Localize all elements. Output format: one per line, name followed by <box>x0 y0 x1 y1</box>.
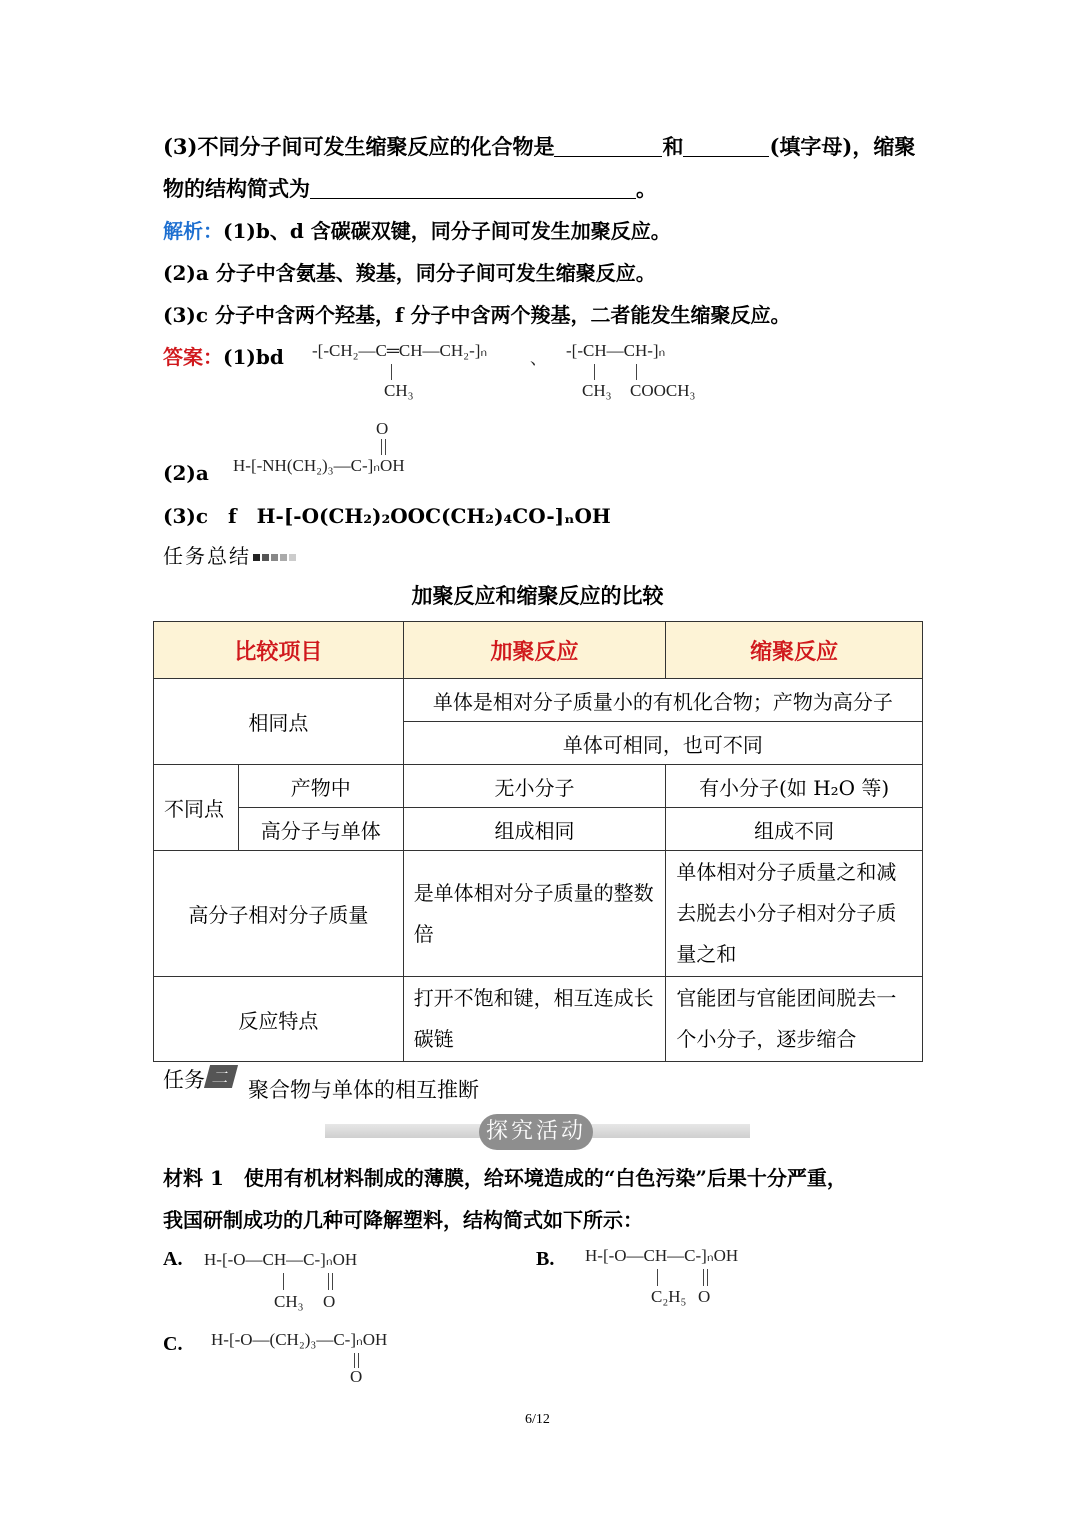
table-cell: 无小分子 <box>403 765 666 808</box>
option-b-sub: C₂H₅ <box>651 1287 687 1306</box>
option-b-label: B. <box>536 1248 555 1270</box>
summary-heading <box>163 540 296 569</box>
table-sub-label: 产物中 <box>238 765 403 808</box>
formula-bond <box>703 1269 704 1286</box>
decor-square <box>289 554 296 561</box>
option-c-sub: O <box>350 1367 363 1386</box>
answer-blank[interactable] <box>554 136 662 157</box>
decor-square <box>262 554 269 561</box>
formula-bond <box>636 364 637 380</box>
formula-bond <box>391 364 392 380</box>
formula-bond <box>381 439 382 455</box>
table-cell: 官能团与官能团间脱去一个小分子，逐步缩合 <box>666 977 923 1062</box>
page-number: 6/12 <box>525 1412 550 1427</box>
answer-line3: (3)c f H-[-O(CH₂)₂OOC(CH₂)₄CO-]ₙOH <box>163 504 611 528</box>
formula-1-sub: CH₃ <box>384 381 414 400</box>
formula-bond <box>354 1353 355 1368</box>
formula-2-main: -[-CH—CH-]ₙ <box>566 341 666 360</box>
decor-square <box>280 554 287 561</box>
question-3-line2 <box>163 173 657 203</box>
task-2-title: 聚合物与单体的相互推断 <box>248 1078 479 1102</box>
formula-bond <box>385 439 386 455</box>
task-prefix: 任务 <box>163 1068 205 1092</box>
decor-square <box>271 554 278 561</box>
table-row <box>154 808 923 851</box>
decor-square <box>253 554 260 561</box>
formula-2-sub: COOCH₃ <box>630 381 696 400</box>
option-c-formula: H-[-O—(CH₂)₃—C-]ₙOH <box>211 1330 388 1349</box>
question-text: 。 <box>636 176 657 201</box>
table-row-label: 不同点 <box>154 765 239 851</box>
option-a-label: A. <box>163 1248 183 1270</box>
option-b-sub: O <box>698 1287 711 1306</box>
formula-bond <box>707 1269 708 1286</box>
question-text: 物的结构简式为 <box>163 176 310 201</box>
formula-3-top: O <box>376 419 389 438</box>
table-row <box>154 679 923 722</box>
formula-bond <box>594 364 595 380</box>
analysis-p2: (2)a 分子中含氨基、羧基，同分子间可发生缩聚反应。 <box>163 261 656 285</box>
formula-1-main: -[-CH₂—C═CH—CH₂-]ₙ <box>312 341 488 360</box>
option-a-sub: CH₃ <box>274 1292 304 1311</box>
question-text: 和 <box>662 134 684 159</box>
table-cell: 组成相同 <box>403 808 666 851</box>
table-row <box>154 977 923 1062</box>
table-header-cell: 缩聚反应 <box>666 622 923 679</box>
table-row-label: 相同点 <box>154 679 404 765</box>
option-c-label: C. <box>163 1333 183 1355</box>
answer-blank[interactable] <box>310 178 636 199</box>
answer-text: (1)bd <box>223 345 284 369</box>
material-line2: 我国研制成功的几种可降解塑料，结构简式如下所示： <box>163 1208 643 1232</box>
table-cell: 是单体相对分子质量的整数倍 <box>403 851 666 977</box>
answer-label: 答案： <box>163 345 223 369</box>
table-row <box>154 851 923 977</box>
answer-blank[interactable] <box>683 136 769 157</box>
activity-banner: 探究活动 <box>479 1114 593 1150</box>
table-title: 加聚反应和缩聚反应的比较 <box>411 583 664 608</box>
option-a-sub: O <box>323 1292 336 1311</box>
option-a-formula: H-[-O—CH—C-]ₙOH <box>204 1250 358 1269</box>
table-row-label: 高分子相对分子质量 <box>154 851 404 977</box>
comparison-table <box>153 621 923 1062</box>
table-cell: 打开不饱和键，相互连成长碳链 <box>403 977 666 1062</box>
formula-bond <box>332 1273 333 1290</box>
table-row <box>154 765 923 808</box>
task-badge: 二 <box>204 1065 238 1088</box>
analysis-p1 <box>163 215 671 244</box>
formula-3-main: H-[-NH(CH₂)₃—C-]ₙOH <box>233 456 405 475</box>
answer-line2: (2)a <box>163 461 209 485</box>
table-sub-label: 高分子与单体 <box>238 808 403 851</box>
question-text: (填字母)，缩聚 <box>769 134 916 159</box>
formula-bond <box>657 1269 658 1286</box>
formula-bond <box>358 1353 359 1368</box>
table-cell: 组成不同 <box>666 808 923 851</box>
material-line1: 材料 1 使用有机材料制成的薄膜，给环境造成的“白色污染”后果十分严重， <box>163 1166 847 1190</box>
table-cell: 单体相对分子质量之和减去脱去小分子相对分子质量之和 <box>666 851 923 977</box>
question-text: (3)不同分子间可发生缩聚反应的化合物是 <box>163 134 555 159</box>
formula-bond <box>283 1273 284 1290</box>
formula-bond <box>328 1273 329 1290</box>
table-header-cell: 比较项目 <box>154 622 404 679</box>
question-3-line1 <box>163 131 915 161</box>
table-header-cell: 加聚反应 <box>403 622 666 679</box>
table-cell: 单体可相同，也可不同 <box>403 722 922 765</box>
table-row-label: 反应特点 <box>154 977 404 1062</box>
formula-2-sub: CH₃ <box>582 381 612 400</box>
task-2-heading <box>163 1064 237 1094</box>
option-b-formula: H-[-O—CH—C-]ₙOH <box>585 1246 739 1265</box>
analysis-text: (1)b、d 含碳碳双键，同分子间可发生加聚反应。 <box>223 219 671 243</box>
table-cell: 单体是相对分子质量小的有机化合物；产物为高分子 <box>403 679 922 722</box>
formula-separator: 、 <box>530 349 547 368</box>
analysis-label: 解析： <box>163 219 223 243</box>
table-header-row <box>154 622 923 679</box>
answer-line1 <box>163 341 284 370</box>
analysis-p3: (3)c 分子中含两个羟基，f 分子中含两个羧基，二者能发生缩聚反应。 <box>163 303 791 327</box>
table-cell: 有小分子(如 H₂O 等) <box>666 765 923 808</box>
summary-title: 任务总结 <box>163 544 251 568</box>
